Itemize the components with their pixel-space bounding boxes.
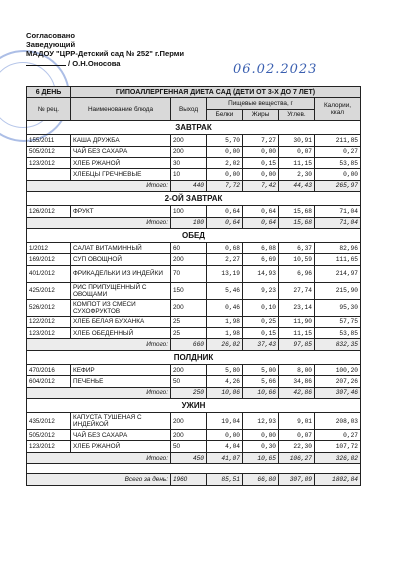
total-protein: 7,72 [207,180,243,191]
carb-value: 10,59 [279,254,315,265]
total-carb: 42,86 [279,387,315,398]
fat-value: 0,10 [243,299,279,316]
carb-value: 9,01 [279,413,315,430]
table-row [27,242,361,253]
yield-value: 10 [171,169,207,180]
table-row [27,282,361,299]
col-kcal [315,98,361,121]
carb-value: 6,96 [279,265,315,282]
dish-name: ФРУКТ [71,206,171,217]
table-row [27,441,361,452]
recipe-number: 505/2012 [27,146,71,157]
total-kcal: 326,02 [315,452,361,463]
col-dish-name: Наименование блюда [71,98,171,121]
total-protein: 10,06 [207,387,243,398]
dish-name: ХЛЕБЦЫ ГРЕЧНЕВЫЕ [71,169,171,180]
yield-value: 200 [171,135,207,146]
kcal-value: 95,30 [315,299,361,316]
kcal-value: 208,03 [315,413,361,430]
approval-line-3: МАДОУ "ЦРР-Детский сад № 252" г.Перми [26,49,185,59]
yield-value: 50 [171,376,207,387]
grand-total-carb: 307,09 [279,474,315,485]
fat-value: 12,93 [243,413,279,430]
recipe-number: 123/2012 [27,441,71,452]
recipe-number: 604/2012 [27,376,71,387]
kcal-value: 111,65 [315,254,361,265]
recipe-number: 169/2012 [27,254,71,265]
dish-name: КАПУСТА ТУШЕНАЯ С ИНДЕЙКОЙ [71,413,171,430]
col-kcal-line1: Калории, [323,102,352,110]
section-total-row [27,217,361,228]
carb-value: 2,30 [279,169,315,180]
total-fat: 37,43 [243,339,279,350]
protein-value: 0,00 [207,146,243,157]
spacer-row [27,464,361,474]
protein-value: 1,98 [207,316,243,327]
carb-value: 22,30 [279,441,315,452]
protein-value: 5,70 [207,135,243,146]
col-recipe-num: № рец. [27,98,71,121]
section-row [27,399,361,413]
yield-value: 50 [171,441,207,452]
section-total-row [27,180,361,191]
carb-value: 23,14 [279,299,315,316]
fat-value: 0,25 [243,316,279,327]
col-nutrients: Пищевые вещества, г [207,98,315,109]
carb-value: 8,00 [279,364,315,375]
fat-value: 0,15 [243,328,279,339]
carb-value: 15,68 [279,206,315,217]
col-carb: Углев. [279,109,315,120]
carb-value: 27,74 [279,282,315,299]
total-protein: 41,07 [207,452,243,463]
kcal-value: 0,27 [315,430,361,441]
dish-name: КАША ДРУЖБА [71,135,171,146]
total-yield: 660 [171,339,207,350]
grand-total-yield: 1960 [171,474,207,485]
yield-value: 200 [171,254,207,265]
dish-name: ПЕЧЕНЬЕ [71,376,171,387]
total-yield: 440 [171,180,207,191]
grand-total-row [27,474,361,485]
yield-value: 200 [171,430,207,441]
total-carb: 44,43 [279,180,315,191]
dish-name: ХЛЕБ РЖАНОЙ [71,157,171,168]
recipe-number: 435/2012 [27,413,71,430]
total-label: Итого: [27,339,171,350]
table-row [27,169,361,180]
total-yield: 250 [171,387,207,398]
yield-value: 200 [171,413,207,430]
section-title: ОБЕД [27,228,361,242]
recipe-number [27,169,71,180]
recipe-number: 122/2012 [27,316,71,327]
grand-total-label: Всего за день: [27,474,171,485]
table-row [27,413,361,430]
yield-value: 70 [171,265,207,282]
section-row [27,192,361,206]
approval-block [26,31,184,68]
total-fat: 7,42 [243,180,279,191]
protein-value: 2,02 [207,157,243,168]
fat-value: 6,69 [243,254,279,265]
kcal-value: 57,75 [315,316,361,327]
dish-name: РИС ПРИПУЩЕННЫЙ С ОВОЩАМИ [71,282,171,299]
yield-value: 25 [171,316,207,327]
dish-name: ЧАЙ БЕЗ САХАРА [71,146,171,157]
total-kcal: 307,46 [315,387,361,398]
dish-name: КЕФИР [71,364,171,375]
table-row [27,206,361,217]
section-row [27,228,361,242]
col-kcal-line2: ккал [330,109,344,117]
recipe-number: 1/2012 [27,242,71,253]
total-yield: 450 [171,452,207,463]
handwritten-date: 06.02.2023 [233,62,318,77]
section-row [27,121,361,135]
fat-value: 9,23 [243,282,279,299]
recipe-number: 126/2012 [27,206,71,217]
total-carb: 106,27 [279,452,315,463]
kcal-value: 0,27 [315,146,361,157]
section-total-row [27,452,361,463]
kcal-value: 53,85 [315,157,361,168]
total-kcal: 265,97 [315,180,361,191]
recipe-number: 401/2012 [27,265,71,282]
header-row-1 [27,87,361,98]
yield-value: 60 [171,242,207,253]
recipe-number: 526/2012 [27,299,71,316]
table-row [27,254,361,265]
carb-value: 0,07 [279,146,315,157]
kcal-value: 71,04 [315,206,361,217]
total-kcal: 71,04 [315,217,361,228]
grand-total-fat: 66,80 [243,474,279,485]
kcal-value: 0,00 [315,169,361,180]
section-title: ЗАВТРАК [27,121,361,135]
table-row [27,299,361,316]
carb-value: 11,15 [279,328,315,339]
dish-name: ХЛЕБ РЖАНОЙ [71,441,171,452]
protein-value: 4,04 [207,441,243,452]
fat-value: 0,00 [243,430,279,441]
recipe-number: 123/2012 [27,157,71,168]
col-protein: Белки [207,109,243,120]
carb-value: 11,15 [279,157,315,168]
menu-table [26,86,361,486]
fat-value: 0,00 [243,146,279,157]
yield-value: 25 [171,328,207,339]
kcal-value: 100,20 [315,364,361,375]
signature [26,65,66,66]
protein-value: 0,00 [207,430,243,441]
yield-value: 150 [171,282,207,299]
total-fat: 0,64 [243,217,279,228]
total-protein: 0,64 [207,217,243,228]
total-kcal: 832,35 [315,339,361,350]
col-yield: Выход [171,98,207,121]
kcal-value: 82,96 [315,242,361,253]
approval-line-2: Заведующий [26,40,76,50]
protein-value: 13,19 [207,265,243,282]
table-row [27,430,361,441]
table-row [27,316,361,327]
protein-value: 2,27 [207,254,243,265]
table-row [27,146,361,157]
fat-value: 5,00 [243,364,279,375]
dish-name: ХЛЕБ БЕЛАЯ БУХАНКА [71,316,171,327]
fat-value: 0,64 [243,206,279,217]
table-row [27,135,361,146]
recipe-number: 155/2011 [27,135,71,146]
dish-name: ФРИКАДЕЛЬКИ ИЗ ИНДЕЙКИ [71,265,171,282]
dish-name: САЛАТ ВИТАМИННЫЙ [71,242,171,253]
approval-signer: / О.Н.Оносова [68,58,121,68]
section-title: УЖИН [27,399,361,413]
kcal-value: 53,85 [315,328,361,339]
day-label: 6 ДЕНЬ [27,87,71,98]
total-carb: 15,68 [279,217,315,228]
carb-value: 0,07 [279,430,315,441]
protein-value: 4,26 [207,376,243,387]
carb-value: 34,86 [279,376,315,387]
yield-value: 30 [171,157,207,168]
protein-value: 5,80 [207,364,243,375]
section-title: 2-ОЙ ЗАВТРАК [27,192,361,206]
total-carb: 97,85 [279,339,315,350]
header-row-2 [27,98,361,109]
total-yield: 100 [171,217,207,228]
protein-value: 0,46 [207,299,243,316]
diet-title: ГИПОАЛЛЕРГЕННАЯ ДИЕТА САД (ДЕТИ ОТ 3-Х ДО 7 ЛЕТ) [71,87,361,98]
section-total-row [27,387,361,398]
fat-value: 0,15 [243,157,279,168]
spacer-cell [27,464,361,474]
recipe-number: 470/2016 [27,364,71,375]
table-row [27,376,361,387]
kcal-value: 211,85 [315,135,361,146]
recipe-number: 505/2012 [27,430,71,441]
dish-name: СУП ОВОЩНОЙ [71,254,171,265]
table-row [27,364,361,375]
table-row [27,157,361,168]
total-fat: 10,66 [243,387,279,398]
fat-value: 14,93 [243,265,279,282]
section-total-row [27,339,361,350]
yield-value: 100 [171,206,207,217]
yield-value: 200 [171,299,207,316]
fat-value: 0,30 [243,441,279,452]
dish-name: ХЛЕБ ОБЕДЕННЫЙ [71,328,171,339]
col-fat: Жиры [243,109,279,120]
protein-value: 0,64 [207,206,243,217]
total-label: Итого: [27,452,171,463]
total-protein: 26,02 [207,339,243,350]
protein-value: 5,46 [207,282,243,299]
yield-value: 200 [171,146,207,157]
protein-value: 1,98 [207,328,243,339]
recipe-number: 123/2012 [27,328,71,339]
total-label: Итого: [27,217,171,228]
kcal-value: 215,90 [315,282,361,299]
total-label: Итого: [27,180,171,191]
fat-value: 5,66 [243,376,279,387]
carb-value: 11,90 [279,316,315,327]
kcal-value: 207,26 [315,376,361,387]
protein-value: 19,04 [207,413,243,430]
protein-value: 0,00 [207,169,243,180]
recipe-number: 425/2012 [27,282,71,299]
carb-value: 30,91 [279,135,315,146]
carb-value: 6,37 [279,242,315,253]
fat-value: 0,00 [243,169,279,180]
dish-name: КОМПОТ ИЗ СМЕСИ СУХОФРУКТОВ [71,299,171,316]
section-title: ПОЛДНИК [27,350,361,364]
table-row [27,328,361,339]
protein-value: 0,68 [207,242,243,253]
kcal-value: 107,72 [315,441,361,452]
fat-value: 7,27 [243,135,279,146]
grand-total-kcal: 1802,84 [315,474,361,485]
table-row [27,265,361,282]
total-fat: 10,65 [243,452,279,463]
approval-line-1: Согласовано [26,31,76,40]
section-row [27,350,361,364]
dish-name: ЧАЙ БЕЗ САХАРА [71,430,171,441]
grand-total-protein: 85,51 [207,474,243,485]
approval-signature-line [26,59,184,68]
total-label: Итого: [27,387,171,398]
kcal-value: 214,97 [315,265,361,282]
fat-value: 6,08 [243,242,279,253]
yield-value: 200 [171,364,207,375]
